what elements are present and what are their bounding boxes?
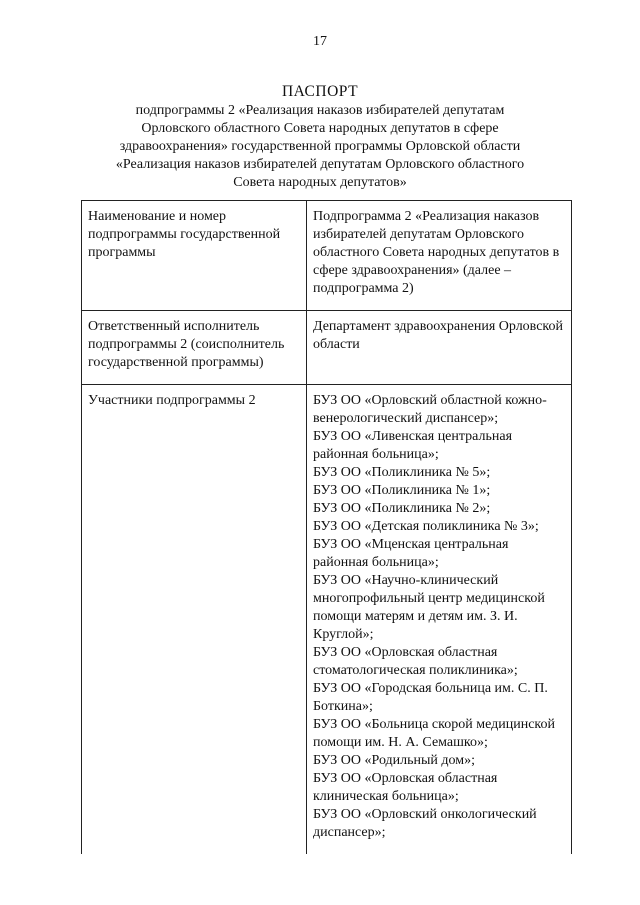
participant-item: БУЗ ОО «Орловский областной кожно-венерологический диспансер»; bbox=[313, 393, 547, 426]
participant-item: БУЗ ОО «Городская больница им. С. П. Боткина»; bbox=[313, 681, 548, 714]
participant-item: БУЗ ОО «Больница скорой медицинской помощи им. Н. А. Семашко»; bbox=[313, 717, 555, 750]
subtitle-line: подпрограммы 2 «Реализация наказов избирателей депутатам bbox=[135, 103, 505, 118]
document-title: ПАСПОРТ bbox=[281, 83, 359, 100]
subtitle-line: здравоохранения» государственной программы Орловской области bbox=[119, 139, 521, 154]
subtitle-line: Совета народных депутатов» bbox=[233, 175, 407, 190]
page-number: 17 bbox=[313, 34, 327, 49]
participant-item: БУЗ ОО «Поликлиника № 2»; bbox=[313, 501, 491, 516]
participant-item: БУЗ ОО «Орловская областная клиническая больница»; bbox=[313, 771, 498, 804]
table-row bbox=[82, 311, 572, 385]
participant-item: БУЗ ОО «Поликлиника № 5»; bbox=[313, 465, 491, 480]
row-value: Департамент здравоохранения Орловской области bbox=[307, 311, 572, 385]
participant-item: БУЗ ОО «Детская поликлиника № 3»; bbox=[313, 519, 539, 534]
participant-item: БУЗ ОО «Ливенская центральная районная больница»; bbox=[313, 429, 513, 462]
participant-item: БУЗ ОО «Мценская центральная районная больница»; bbox=[313, 537, 509, 570]
subtitle-line: «Реализация наказов избирателей депутатам Орловского областного bbox=[115, 157, 525, 172]
table-row bbox=[82, 385, 572, 855]
row-label: Наименование и номер подпрограммы государственной программы bbox=[82, 201, 307, 311]
document-heading bbox=[80, 82, 560, 192]
passport-table bbox=[81, 200, 572, 854]
row-label: Ответственный исполнитель подпрограммы 2 (соисполнитель государственной программы) bbox=[82, 311, 307, 385]
participant-item: БУЗ ОО «Поликлиника № 1»; bbox=[313, 483, 491, 498]
row-label: Участники подпрограммы 2 bbox=[82, 385, 307, 855]
participant-item: БУЗ ОО «Орловская областная стоматологическая поликлиника»; bbox=[313, 645, 518, 678]
row-value: Подпрограмма 2 «Реализация наказов избирателей депутатам Орловского областного Совета народных депутатов в сфере здравоохранения» (далее – подпрограмма 2) bbox=[307, 201, 572, 311]
participant-item: БУЗ ОО «Родильный дом»; bbox=[313, 753, 476, 768]
document-subtitle bbox=[80, 102, 560, 192]
subtitle-line: Орловского областного Совета народных депутатов в сфере bbox=[141, 121, 499, 136]
participant-item: БУЗ ОО «Орловский онкологический диспансер»; bbox=[313, 807, 537, 840]
participant-item: БУЗ ОО «Научно-клинический многопрофильный центр медицинской помощи матерям и детям им. З. И. Круглой»; bbox=[313, 573, 545, 642]
participants-list bbox=[307, 385, 572, 855]
table-row bbox=[82, 201, 572, 311]
